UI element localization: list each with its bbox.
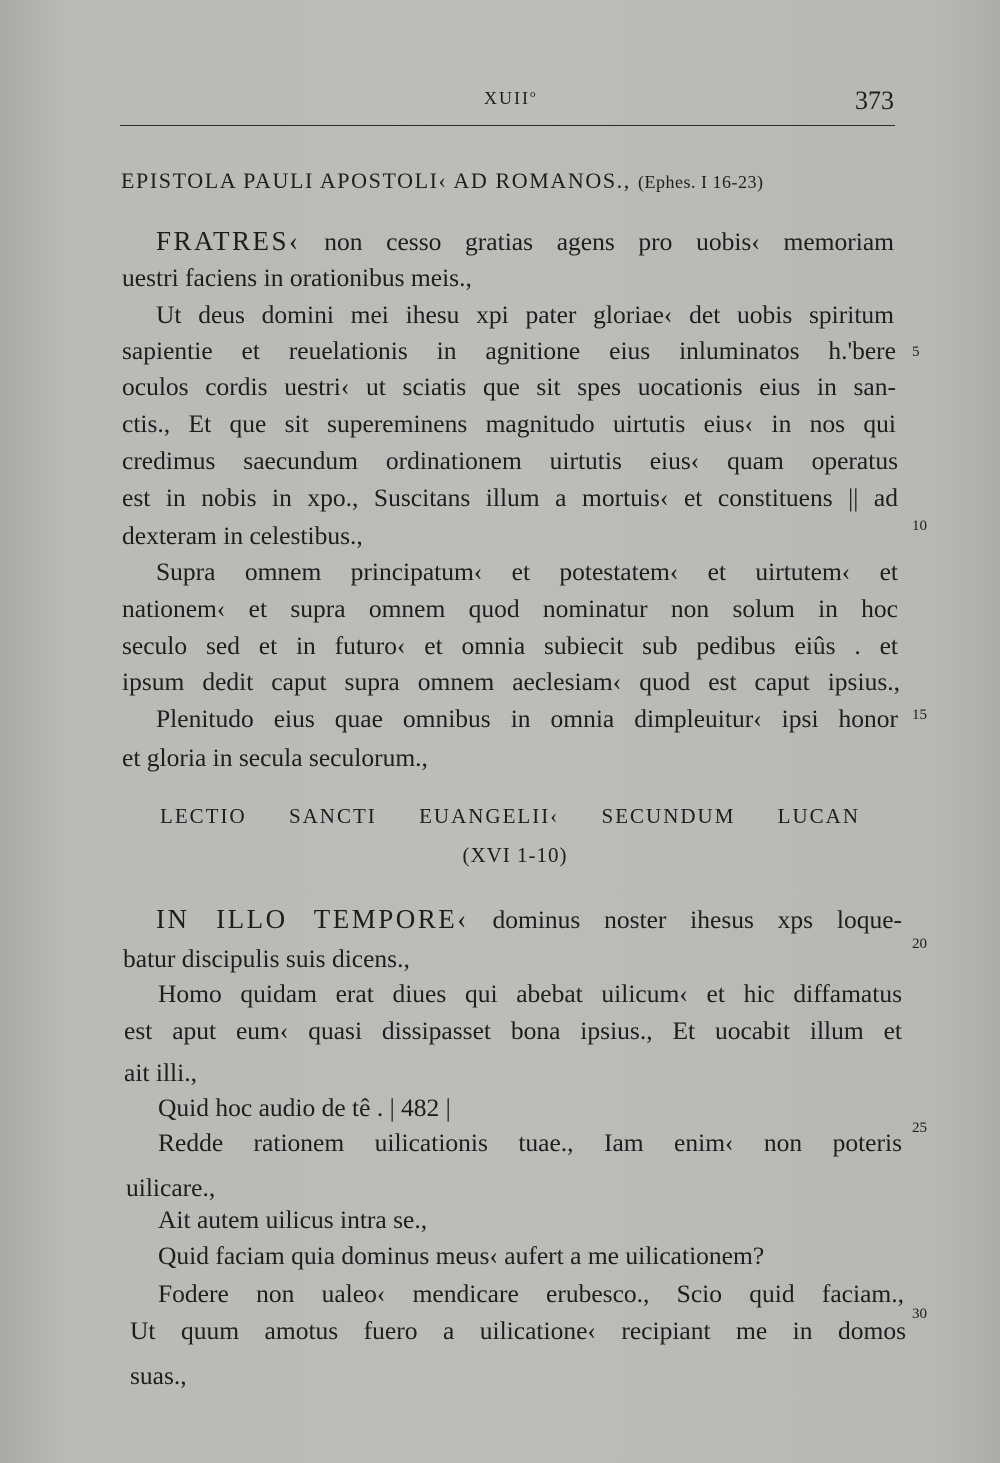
text-line: Ait autem uilicus intra se., — [158, 1205, 428, 1234]
text-line: oculos cordis uestri‹ ut sciatis que sit spes uocationis eius in san- — [122, 372, 896, 401]
text-line: Redde rationem uilicationis tuae., Iam enim‹ non poteris — [158, 1128, 902, 1157]
text-line: suas., — [130, 1361, 187, 1390]
text-line: dexteram in celestibus., — [122, 521, 363, 550]
text-line: seculo sed et in futuro‹ et omnia subiecit sub pedibus eiûs . et — [122, 631, 898, 660]
page-number: 373 — [855, 86, 894, 115]
running-head: XUII$^o$ — [484, 88, 538, 108]
text-line: sapientie et reuelationis in agnitione eius inluminatos h.'bere — [122, 336, 896, 365]
text-line: uestri faciens in orationibus meis., — [122, 263, 472, 292]
text-line: IN ILLO TEMPORE‹ dominus noster ihesus xps loque- — [156, 904, 903, 934]
gospel-reference: (XVI 1-10) — [462, 843, 568, 867]
text-line: ait illi., — [124, 1058, 197, 1087]
text-line: Ut quum amotus fuero a uilicatione‹ recipiant me in domos — [130, 1316, 906, 1345]
text-line: Quid faciam quia dominus meus‹ aufert a me uilicationem? — [158, 1241, 765, 1270]
text-line: Ut deus domini mei ihesu xpi pater gloriae‹ det uobis spiritum — [156, 300, 894, 329]
text-line: batur discipulis suis dicens., — [123, 944, 410, 973]
epistle-title: EPISTOLA PAULI APOSTOLI‹ AD ROMANOS., (Ephes. I 16-23) — [121, 168, 764, 193]
text-line: Fodere non ualeo‹ mendicare erubesco., Scio quid faciam., — [158, 1279, 904, 1308]
gospel-title: LECTIO SANCTI EUANGELII‹ SECUNDUM LUCAN — [160, 804, 860, 828]
text-line: Quid hoc audio de tê . | 482 | — [158, 1093, 451, 1122]
line-number: 10 — [912, 518, 927, 534]
text-line: uilicare., — [126, 1173, 216, 1202]
text-line: nationem‹ et supra omnem quod nominatur non solum in hoc — [122, 594, 898, 623]
text-line: est in nobis in xpo., Suscitans illum a mortuis‹ et constituens || ad — [122, 483, 898, 512]
text-line: et gloria in secula seculorum., — [122, 743, 428, 772]
line-number: 20 — [912, 936, 927, 952]
text-line: FRATRES‹ non cesso gratias agens pro uobis‹ memoriam — [156, 226, 894, 256]
line-number: 30 — [912, 1306, 927, 1322]
text-line: credimus saecundum ordinationem uirtutis eius‹ quam operatus — [122, 446, 898, 475]
text-line: Plenitudo eius quae omnibus in omnia dimpleuitur‹ ipsi honor — [156, 704, 898, 733]
line-number: 5 — [912, 344, 920, 360]
line-number: 25 — [912, 1120, 927, 1136]
text-line: Supra omnem principatum‹ et potestatem‹ et uirtutem‹ et — [156, 557, 898, 586]
header-rule — [120, 125, 895, 126]
text-line: Homo quidam erat diues qui abebat uilicum‹ et hic diffamatus — [158, 979, 902, 1008]
text-line: est aput eum‹ quasi dissipasset bona ipsius., Et uocabit illum et — [124, 1016, 902, 1045]
text-line: ctis., Et que sit supereminens magnitudo uirtutis eius‹ in nos qui — [122, 409, 896, 438]
line-number: 15 — [912, 707, 927, 723]
text-line: ipsum dedit caput supra omnem aeclesiam‹ quod est caput ipsius., — [122, 667, 900, 696]
